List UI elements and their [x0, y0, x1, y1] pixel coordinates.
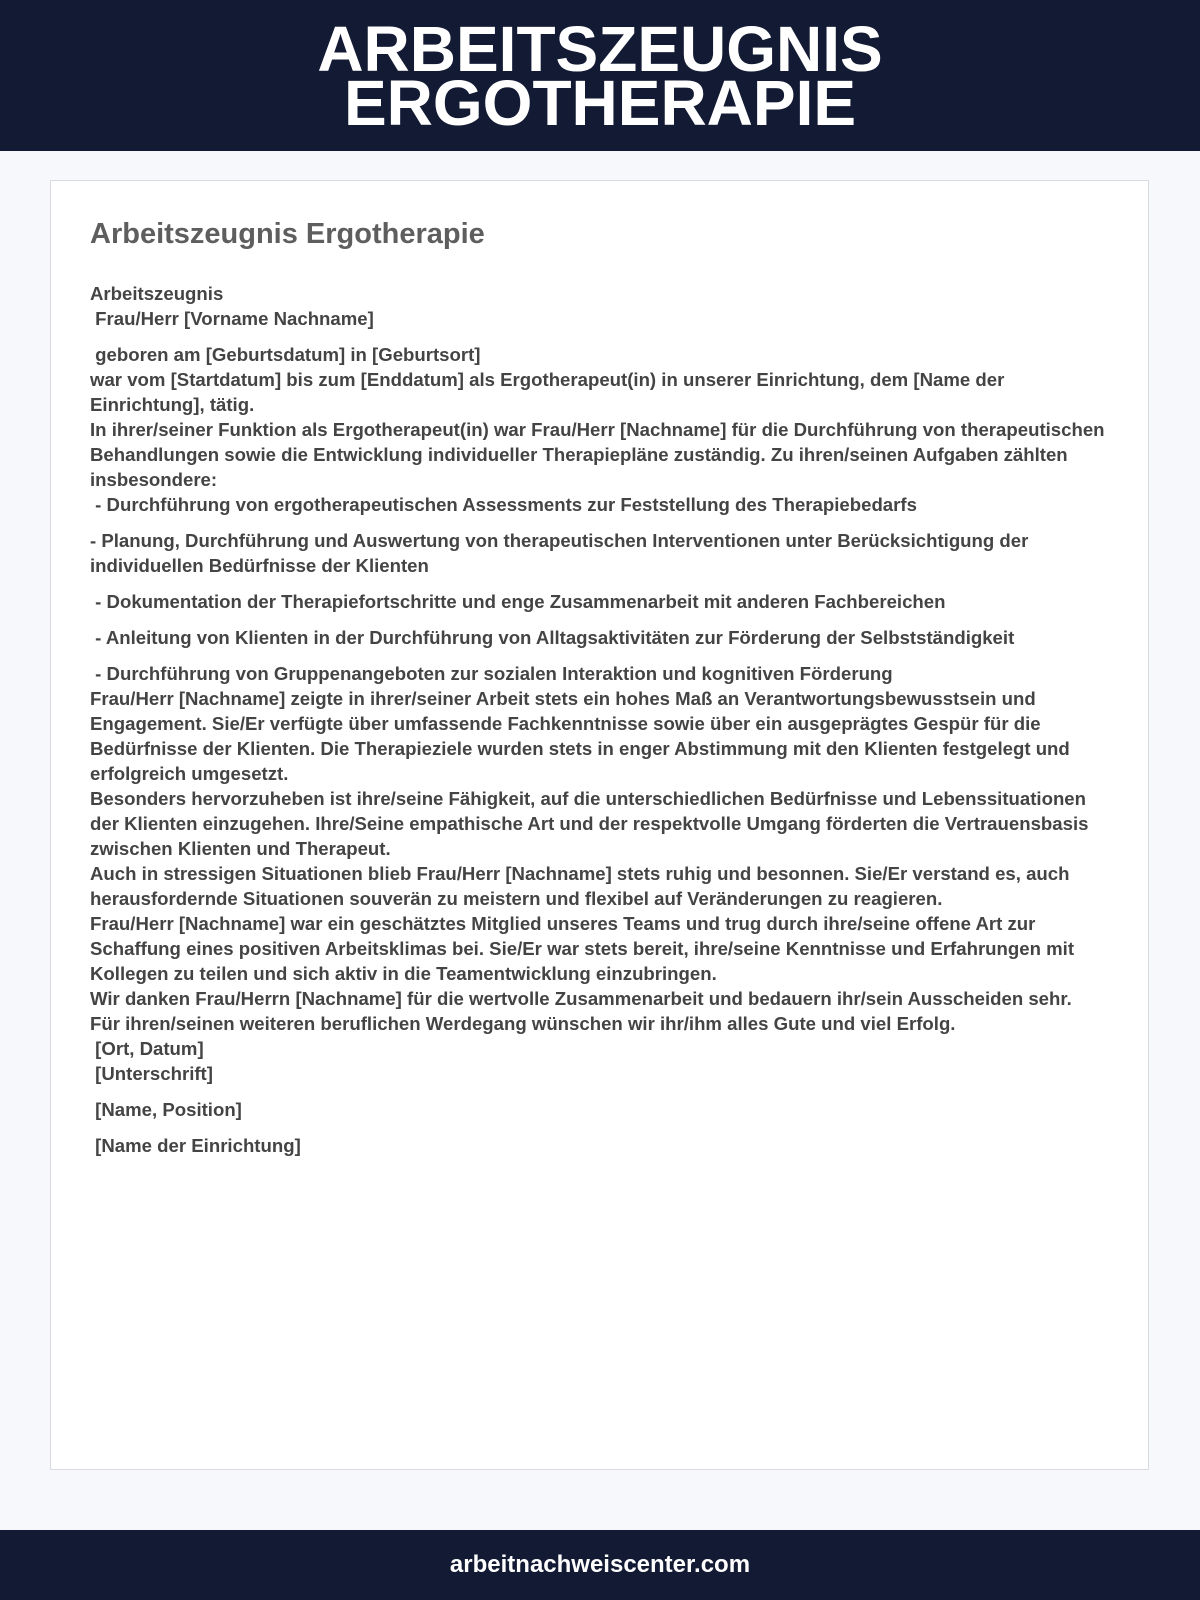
- document-title: Arbeitszeugnis Ergotherapie: [90, 218, 485, 250]
- page-header: [0, 0, 1200, 151]
- document-paragraph: - Anleitung von Klienten in der Durchführung von Alltagsaktivitäten zur Förderung der Selbstständigkeit: [90, 627, 1015, 648]
- footer-site-name: arbeitnachweiscenter.com: [449, 1551, 751, 1578]
- header-title-line-2: ERGOTHERAPIE: [343, 66, 857, 139]
- document-line: [Name, Position]: [90, 1099, 242, 1120]
- document-body: [90, 281, 1105, 1158]
- document-card: [50, 180, 1149, 1470]
- document-paragraph: - Planung, Durchführung und Auswertung von therapeutischen Interventionen unter Berücksichtigung der individuellen Bedürfnisse der Klienten: [90, 530, 1034, 576]
- document-paragraph: - Dokumentation der Therapiefortschritte und enge Zusammenarbeit mit anderen Fachbereichen: [90, 591, 946, 612]
- document-line: Arbeitszeugnis: [90, 283, 224, 304]
- header-title-line-1: ARBEITSZEUGNIS: [317, 12, 883, 85]
- page-footer: [0, 1530, 1200, 1600]
- document-paragraph: - Durchführung von Gruppenangeboten zur sozialen Interaktion und kognitiven Förderung Frau/Herr [Nachname] zeigte in ihrer/seiner Arbeit stets ein hohes Maß an Verantwortungsbewusstsein und Engagement. Sie/Er verfügte über umfassende Fachkenntnisse sowie über ein ausgeprägtes Gespür für die Bedürfnisse der Klienten. Die Therapieziele wurden stets in enger Abstimmung mit den Klienten festgelegt und erfolgreich umgesetzt. Besonders hervorzuheben ist ihre/seine Fähigkeit, auf die unterschiedlichen Bedürfnisse und Lebenssituationen der Klienten einzugehen. Ihre/Seine empathische Art und der respektvolle Umgang förderten die Vertrauensbasis zwischen Klienten und Therapeut. Auch in stressigen Situationen blieb Frau/Herr [Nachname] stets ruhig und besonnen. Sie/Er verstand es, auch herausfordernde Situationen souverän zu meistern und flexibel auf Veränderungen zu reagieren. Frau/Herr [Nachname] war ein geschätztes Mitglied unseres Teams und trug durch ihre/seine offene Art zur Schaffung eines positiven Arbeitsklimas bei. Sie/Er war stets bereit, ihre/seine Kenntnisse und Erfahrungen mit Kollegen zu teilen und sich aktiv in die Teamentwicklung einzubringen. Wir danken Frau/Herrn [Nachname] für die wertvolle Zusammenarbeit und bedauern ihr/sein Ausscheiden sehr. Für ihren/seinen weiteren beruflichen Werdegang wünschen wir ihr/ihm alles Gute und viel Erfolg. [Ort, Datum] [Unterschrift]: [90, 663, 1089, 1084]
- document-line: [Name der Einrichtung]: [90, 1135, 301, 1156]
- document-paragraph: geboren am [Geburtsdatum] in [Geburtsort] war vom [Startdatum] bis zum [Enddatum] als Ergotherapeut(in) in unserer Einrichtung, dem [Name der Einrichtung], tätig. In ihrer/seiner Funktion als Ergotherapeut(in) war Frau/Herr [Nachname] für die Durchführung von therapeutischen Behandlungen sowie die Entwicklung individueller Therapiepläne zuständig. Zu ihren/seinen Aufgaben zählten insbesondere: - Durchführung von ergotherapeutischen Assessments zur Feststellung des Therapiebedarfs: [90, 344, 1105, 515]
- document-line: Frau/Herr [Vorname Nachname]: [90, 308, 374, 329]
